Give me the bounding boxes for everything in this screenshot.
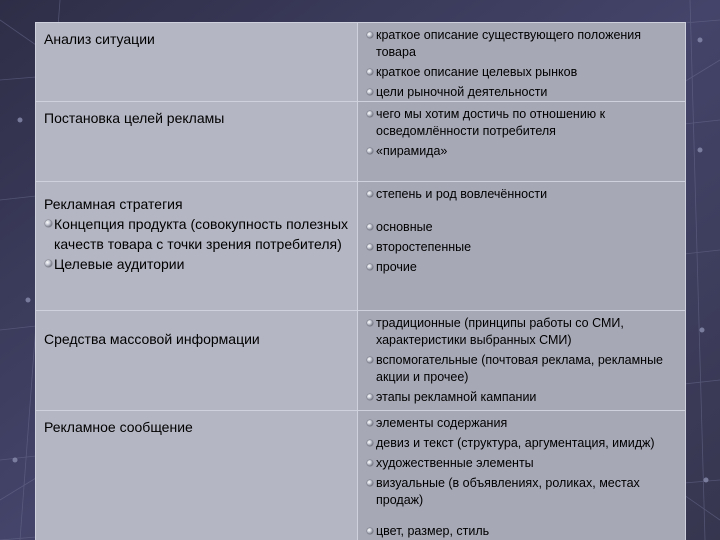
row-heading-cell: [35, 311, 358, 410]
row-details-cell: [358, 182, 686, 310]
bullet-icon: [367, 528, 373, 534]
row-details-cell: [358, 102, 686, 181]
bullet-icon: [367, 244, 373, 250]
row-details-cell: [358, 311, 686, 410]
list-item: Концепция продукта (совокупность полезных качеств товара с точки зрения потребителя): [44, 214, 351, 254]
list-item: прочие: [366, 259, 679, 276]
list-item: девиз и текст (структура, аргументация, имидж): [366, 435, 679, 452]
table-row: [35, 101, 686, 181]
bullet-icon: [367, 320, 373, 326]
bullet-icon: [367, 69, 373, 75]
content-table: [35, 22, 686, 540]
bullet-icon: [367, 394, 373, 400]
bullet-icon: [367, 32, 373, 38]
bullet-icon: [367, 440, 373, 446]
list-item: визуальные (в объявлениях, роликах, местах продаж): [366, 475, 679, 509]
list-item: элементы содержания: [366, 415, 679, 432]
table-row: [35, 22, 686, 101]
list-item: основные: [366, 219, 679, 236]
row-heading: Анализ ситуации: [44, 31, 155, 47]
list-item: Целевые аудитории: [44, 254, 351, 274]
bullet-icon: [45, 220, 52, 227]
row-heading-cell: [35, 23, 358, 101]
list-item: степень и род вовлечённости: [366, 186, 679, 203]
row-heading: Постановка целей рекламы: [44, 110, 225, 126]
row-details-cell: [358, 23, 686, 101]
row-details-cell: [358, 411, 686, 540]
list-item: «пирамида»: [366, 143, 679, 160]
table-row: [35, 181, 686, 310]
bullet-icon: [367, 480, 373, 486]
list-item: цели рыночной деятельности: [366, 84, 679, 101]
bullet-icon: [367, 420, 373, 426]
bullet-icon: [367, 89, 373, 95]
row-heading-cell: [35, 102, 358, 181]
row-heading-cell: [35, 182, 358, 310]
list-item: краткое описание существующего положения товара: [366, 27, 679, 61]
table-row: [35, 410, 686, 540]
list-item: чего мы хотим достичь по отношению к осведомлённости потребителя: [366, 106, 679, 140]
table-row: [35, 310, 686, 410]
bullet-icon: [367, 148, 373, 154]
row-heading: Средства массовой информации: [44, 331, 260, 347]
bullet-icon: [367, 264, 373, 270]
list-item: цвет, размер, стиль: [366, 523, 679, 540]
list-item: этапы рекламной кампании: [366, 389, 679, 406]
row-heading: Рекламная стратегия: [44, 196, 183, 212]
list-item: вспомогательные (почтовая реклама, рекламные акции и прочее): [366, 352, 679, 386]
bullet-icon: [367, 460, 373, 466]
list-item: традиционные (принципы работы со СМИ, характеристики выбранных СМИ): [366, 315, 679, 349]
row-heading-cell: [35, 411, 358, 540]
list-item: второстепенные: [366, 239, 679, 256]
bullet-icon: [367, 224, 373, 230]
list-item: художественные элементы: [366, 455, 679, 472]
bullet-icon: [367, 111, 373, 117]
bullet-icon: [367, 357, 373, 363]
row-heading: Рекламное сообщение: [44, 419, 193, 435]
bullet-icon: [367, 191, 373, 197]
bullet-icon: [45, 260, 52, 267]
list-item: краткое описание целевых рынков: [366, 64, 679, 81]
